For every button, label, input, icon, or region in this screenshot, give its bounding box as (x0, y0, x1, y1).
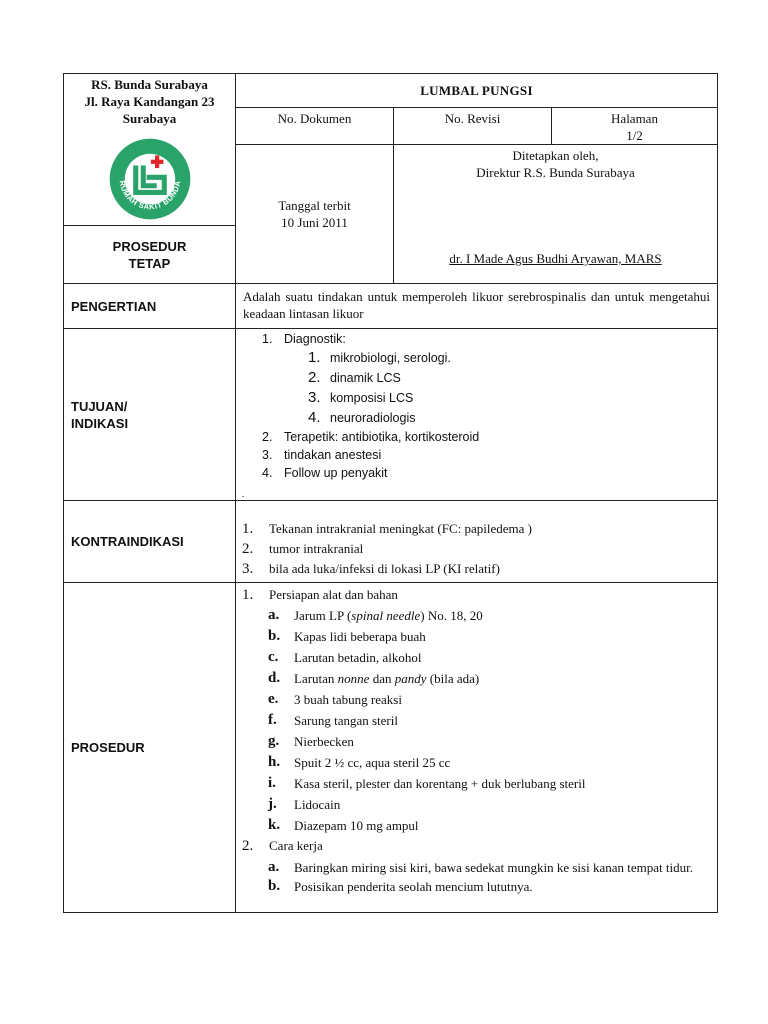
signatory-name: dr. I Made Agus Budhi Aryawan, MARS (449, 251, 662, 266)
list-item: j. Lidocain (268, 796, 341, 812)
document-title: LUMBAL PUNGSI (236, 74, 718, 108)
list-item: d. Larutan nonne dan pandy (bila ada) (268, 670, 480, 686)
no-revisi-cell (394, 108, 552, 145)
pengertian-label: PENGERTIAN (64, 284, 236, 329)
hospital-cell (64, 74, 236, 226)
trailing-mark: . (242, 489, 245, 499)
ditetapkan-line-2: Direktur R.S. Bunda Surabaya (476, 165, 635, 180)
list-item: 1. Tekanan intrakranial meningkat (FC: papiledema ) (242, 521, 532, 537)
tujuan-label-cell (64, 329, 236, 501)
list-item: 1. mikrobiologi, serologi. (308, 349, 451, 366)
no-dokumen-label: No. Dokumen (277, 111, 352, 126)
hospital-address-2: Surabaya (122, 111, 177, 126)
pengertian-text: Adalah suatu tindakan untuk memperoleh likuor serebrospinalis dan untuk mengetahui keadaan lintasan likuor (236, 284, 718, 329)
tujuan-label-2: INDIKASI (71, 415, 129, 431)
list-item: b. Kapas lidi beberapa buah (268, 628, 426, 644)
prosedur-tetap-line-1: PROSEDUR (112, 238, 187, 254)
list-item: k. Diazepam 10 mg ampul (268, 817, 419, 833)
prosedur-tetap-line-2: TETAP (128, 255, 171, 271)
no-revisi-label: No. Revisi (444, 111, 501, 126)
list-item: e. 3 buah tabung reaksi (268, 691, 402, 707)
hospital-address-1: Jl. Raya Kandangan 23 (84, 94, 215, 109)
list-item: 1. Diagnostik: (262, 332, 346, 346)
tanggal-cell (236, 145, 394, 284)
list-item: a. Jarum LP (spinal needle) No. 18, 20 (268, 607, 483, 623)
list-item: g. Nierbecken (268, 733, 354, 749)
list-item: b. Posisikan penderita seolah mencium lututnya. (268, 878, 533, 894)
tujuan-list (236, 329, 718, 501)
ditetapkan-line-1: Ditetapkan oleh, (512, 148, 599, 163)
list-item: h. Spuit 2 ½ cc, aqua steril 25 cc (268, 754, 451, 770)
tanggal-label: Tanggal terbit (278, 198, 351, 213)
hospital-name: RS. Bunda Surabaya (91, 77, 208, 92)
list-item: i. Kasa steril, plester dan korentang + duk berlubang steril (268, 775, 586, 791)
ditetapkan-cell (394, 145, 718, 284)
list-item: 4. Follow up penyakit (262, 466, 388, 480)
list-item: a. Baringkan miring sisi kiri, bawa sedekat mungkin ke sisi kanan tempat tidur. (268, 859, 693, 875)
list-item: 3. tindakan anestesi (262, 448, 382, 462)
sop-table (63, 73, 718, 913)
list-item: 2. dinamik LCS (308, 369, 401, 386)
no-dokumen-cell (236, 108, 394, 145)
kontraindikasi-label: KONTRAINDIKASI (64, 501, 236, 583)
list-item: 2. tumor intrakranial (242, 541, 364, 557)
list-item: 2. Terapetik: antibiotika, kortikosteroid (262, 430, 480, 444)
halaman-cell (552, 108, 718, 145)
list-item: c. Larutan betadin, alkohol (268, 649, 422, 665)
rumah-sakit-bunda-logo-icon (108, 137, 192, 221)
list-item: 2. Cara kerja (242, 838, 323, 854)
prosedur-tetap-cell (64, 226, 236, 284)
halaman-value: 1/2 (626, 128, 643, 143)
halaman-label: Halaman (611, 111, 658, 126)
prosedur-list (236, 583, 718, 913)
list-item: 1. Persiapan alat dan bahan (242, 587, 398, 603)
prosedur-label: PROSEDUR (64, 583, 236, 913)
list-item: f. Sarung tangan steril (268, 712, 398, 728)
hospital-logo (64, 137, 235, 225)
tujuan-label-1: TUJUAN/ (71, 398, 128, 414)
list-item: 3. bila ada luka/infeksi di lokasi LP (KI relatif) (242, 561, 500, 577)
list-item: 3. komposisi LCS (308, 389, 414, 406)
sop-document (63, 73, 717, 913)
tanggal-value: 10 Juni 2011 (281, 215, 348, 230)
svg-text:RUMAH SAKIT BUNDA: RUMAH SAKIT BUNDA (117, 179, 182, 212)
list-item: 4. neuroradiologis (308, 409, 416, 426)
kontraindikasi-list (236, 501, 718, 583)
